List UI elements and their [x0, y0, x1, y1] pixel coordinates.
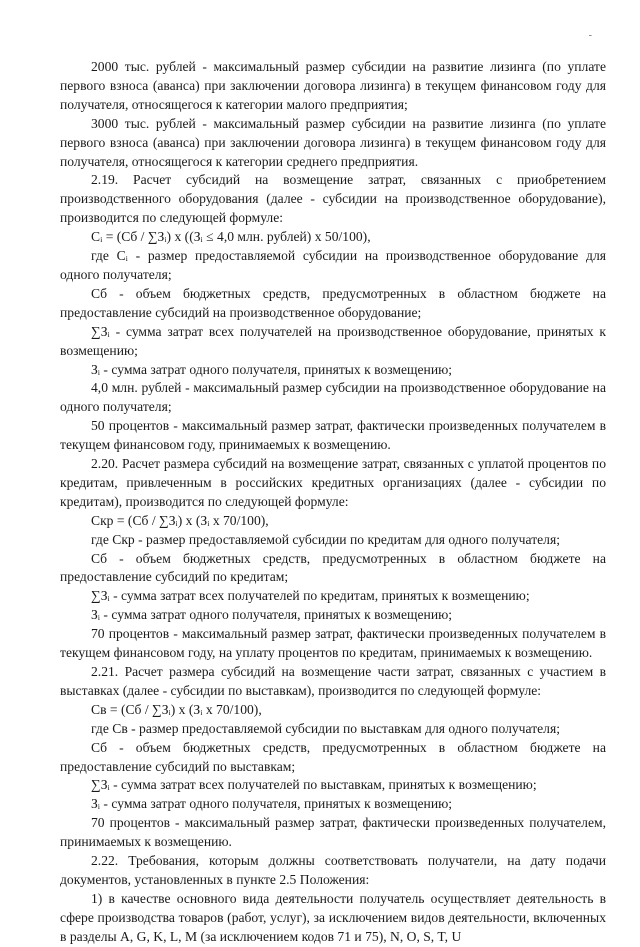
- paragraph: Cв = (Cб / ∑Зᵢ) x (Зᵢ x 70/100),: [91, 701, 262, 717]
- paragraph: Cб - объем бюджетных средств, предусмотренных в областном бюджете на предоставление субсидий на производственное оборудование;: [60, 285, 606, 320]
- paragraph: 2000 тыс. рублей - максимальный размер субсидии на развитие лизинга (по уплате первого взноса (аванса) при заключении договора лизинга) в текущем финансовом году для получателя, относящегося к категории малого предприятия;: [60, 59, 606, 112]
- paragraph: 4,0 млн. рублей - максимальный размер субсидии на производственное оборудование на одного получателя;: [60, 380, 606, 415]
- paragraph: где Cᵢ - размер предоставляемой субсидии на производственное оборудование для одного получателя;: [60, 248, 606, 282]
- paragraph: Cб - объем бюджетных средств, предусмотренных в областном бюджете на предоставление субсидий по кредитам;: [60, 550, 606, 585]
- paragraph: 2.20. Расчет размера субсидий на возмещение затрат, связанных с уплатой процентов по кредитам, привлеченным в российских кредитных организациях (далее - субсидии по кредитам), производится по следующей формуле:: [60, 456, 606, 509]
- corner-mark: -: [588, 30, 592, 41]
- paragraph: 70 процентов - максимальный размер затрат, фактически произведенных получателем, принимаемых к возмещению.: [60, 815, 606, 850]
- paragraph: ∑Зᵢ - сумма затрат всех получателей по выставкам, принятых к возмещению;: [91, 777, 537, 793]
- paragraph: Зᵢ - сумма затрат одного получателя, принятых к возмещению;: [91, 361, 453, 377]
- paragraph: ∑Зᵢ - сумма затрат всех получателей по кредитам, принятых к возмещению;: [91, 588, 530, 604]
- paragraph: 50 процентов - максимальный размер затрат, фактически произведенных получателем в текущем финансовом году, принимаемых к возмещению.: [60, 418, 606, 453]
- paragraph: 2.22. Требования, которым должны соответствовать получатели, на дату подачи документов, установленных в пункте 2.5 Положения:: [60, 853, 606, 887]
- paragraph: 70 процентов - максимальный размер затрат, фактически произведенных получателем в текущем финансовом году, на уплату процентов по кредитам, принимаемых к возмещению.: [60, 626, 606, 661]
- paragraph: Cᵢ = (Cб / ∑Зᵢ) x ((Зᵢ ≤ 4,0 млн. рублей) x 50/100),: [91, 229, 371, 245]
- paragraph: где Cв - размер предоставляемой субсидии по выставкам для одного получателя;: [91, 720, 560, 736]
- paragraph: Cкр = (Cб / ∑Зᵢ) x (Зᵢ x 70/100),: [91, 512, 269, 528]
- paragraph: 2.19. Расчет субсидий на возмещение затрат, связанных с приобретением производственного оборудования (далее - субсидии на производственное оборудование), производится по следующей формуле:: [60, 172, 606, 226]
- paragraph: 3000 тыс. рублей - максимальный размер субсидии на развитие лизинга (по уплате первого взноса (аванса) при заключении договора лизинга) в текущем финансовом году для получателя, относящегося к категории среднего предприятия.: [60, 115, 606, 169]
- paragraph: где Cкр - размер предоставляемой субсидии по кредитам для одного получателя;: [91, 531, 560, 547]
- paragraph: ∑Зᵢ - сумма затрат всех получателей на производственное оборудование, принятых к возмещению;: [60, 323, 606, 358]
- paragraph: Cб - объем бюджетных средств, предусмотренных в областном бюджете на предоставление субсидий по выставкам;: [60, 739, 606, 774]
- paragraph: 1) в качестве основного вида деятельности получатель осуществляет деятельность в сфере производства товаров (работ, услуг), за исключением видов деятельности, включенных в разделы A, G, K, L, M (за исключением кодов 71 и 75), N, O, S, T, U: [60, 890, 606, 944]
- document-body: [60, 58, 606, 947]
- paragraph: Зᵢ - сумма затрат одного получателя, принятых к возмещению;: [91, 796, 453, 812]
- paragraph: 2.21. Расчет размера субсидий на возмещение части затрат, связанных с участием в выставках (далее - субсидии по выставкам), производится по следующей формуле:: [60, 664, 606, 698]
- paragraph: Зᵢ - сумма затрат одного получателя, принятых к возмещению;: [91, 607, 453, 623]
